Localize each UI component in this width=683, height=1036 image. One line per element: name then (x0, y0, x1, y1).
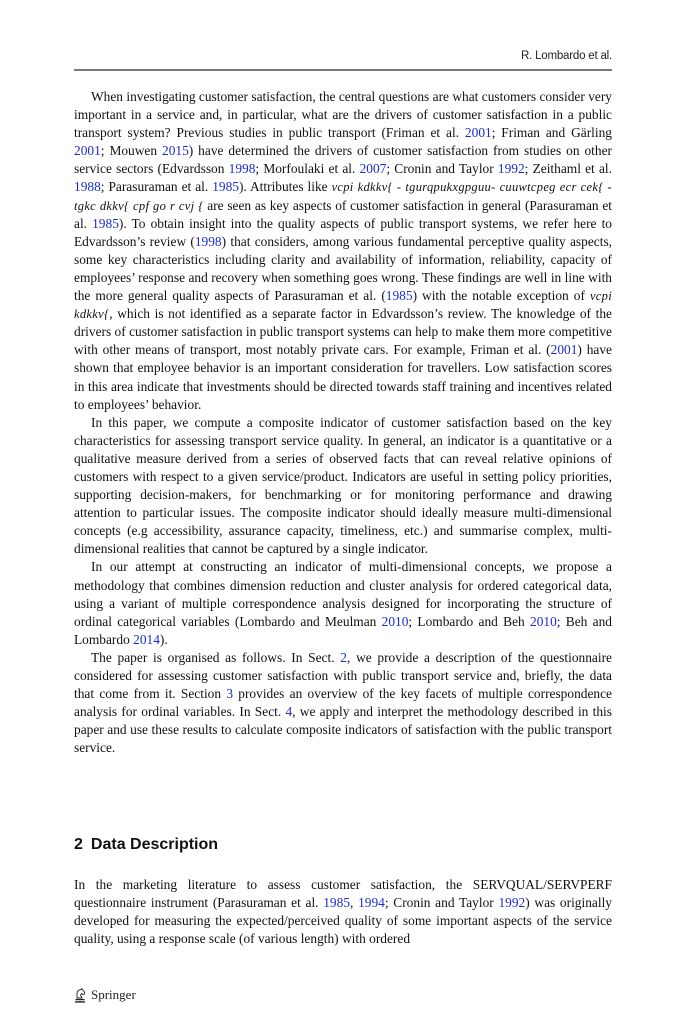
citation-link[interactable]: 1985 (385, 288, 413, 304)
citation-link[interactable]: 2001 (74, 143, 101, 159)
citation-link[interactable]: 1992 (498, 895, 526, 911)
text: ; Morfoulaki et al. (255, 161, 360, 177)
section-link[interactable]: 4 (285, 704, 293, 720)
text: ; Zeithaml et al. (524, 161, 612, 177)
garbled-italic-text: vcpi kdkkv{ - tgurqpukxgpguu- cuuwtcpeg ecr cek{ - tgkc dkkv{ cpf go r cvj { (74, 180, 613, 213)
publisher-footer (74, 987, 136, 1003)
citation-link[interactable]: 1988 (74, 179, 101, 195)
citation-link[interactable]: 1985 (323, 895, 351, 911)
running-head: R. Lombardo et al. (520, 50, 612, 62)
section-link[interactable]: 2 (340, 649, 347, 665)
text: ) have determined the drivers of customer satisfaction from studies on other service sectors (Edvardsson (74, 143, 612, 177)
springer-horse-icon (74, 988, 86, 1003)
text: In this paper, we compute a composite indicator of customer satisfaction based on the key characteristics for assessing transport service quality. In general, an indicator is a quantitative or a qualitative measure derived from a series of observed facts that can reveal relative opinions of customers with respect to a given service/product. Indicators are useful in setting policy priorities, supporting decision-makers, for benchmarking or for monitoring performance and drawing attention to particular issues. The composite indicator should ideally measure multi-dimensional concepts (e.g accessibility, assurance capacity, timeliness, etc.) and summarise complex, multi-dimensional realities that cannot be captured by a single indicator. (74, 414, 612, 557)
text: ). Attributes like (238, 179, 332, 195)
citation-link[interactable]: 2010 (381, 613, 409, 629)
section-title: Data Description (90, 836, 219, 853)
text: In our attempt at constructing an indicator of multi-dimensional concepts, we propose a methodology that combines dimension reduction and cluster analysis for ordered categorical data, using a variant of multiple correspondence analysis designed for incorporating the structure of ordinal categorical variables (Lombardo and Meulman (74, 559, 612, 629)
text: are seen as key aspects of customer satisfaction in general (Parasuraman et al. (74, 197, 612, 231)
citation-link[interactable]: 2014 (133, 631, 160, 647)
citation-link[interactable]: 1985 (212, 179, 239, 195)
section-body-text (74, 876, 612, 948)
text: ; Lombardo and Beh (408, 613, 530, 629)
text: ; Friman and Gärling (491, 125, 612, 141)
citation-link[interactable]: 1998 (228, 161, 256, 177)
text: provides an overview of the key facets of multiple correspondence analysis for ordinal variables. In Sect. (74, 686, 612, 720)
garbled-italic-text: vcpi kdkkv{ (74, 289, 612, 322)
section-number: 2 (74, 836, 83, 853)
citation-link[interactable]: 1992 (497, 161, 525, 177)
text: ) that considers, among various fundamental perceptive quality aspects, some key characteristics including clarity and availability of information, reliability, capacity of employees’ response and recovery when something goes wrong. These findings are well in line with the more general quality aspects of Parasuraman et al. ( (74, 233, 612, 304)
citation-link[interactable]: 1985 (92, 215, 119, 231)
text: , which is not identified as a separate factor in Edvardsson’s review. The knowledge of the drivers of customer satisfaction in public transport systems can help to make them more competitive with other means of transport, most notably private cars. For example, Friman et al. ( (74, 306, 612, 358)
text: ) was originally developed for measuring the expected/perceived quality of some important aspects of the service quality, using a response scale (of various length) with ordered (74, 895, 612, 947)
text: The paper is organised as follows. In Sect. (91, 649, 341, 665)
section-paragraph-1 (74, 876, 612, 948)
citation-link[interactable]: 2007 (359, 161, 387, 177)
text: ; Cronin and Taylor (384, 895, 499, 911)
text: ). To obtain insight into the quality aspects of public transport systems, we refer here to Edvardsson’s review ( (74, 215, 613, 249)
citation-link[interactable]: 2001 (550, 342, 578, 358)
text: When investigating customer satisfaction, the central questions are what customers consider very important in a service and, in particular, what are the drivers of customer satisfaction in a public transport system? Previous studies in public transport (Friman et al. (74, 89, 612, 141)
text: ; Mouwen (100, 143, 162, 159)
body-text (74, 88, 612, 757)
section-link[interactable]: 3 (226, 686, 234, 702)
section-heading (74, 836, 218, 854)
text: , (350, 895, 359, 911)
text: ) have shown that employee behavior is an important consideration for travellers. Low satisfaction scores in this area indicate that investments should be directed towards staff training and incentives related to employees’ behavior. (74, 342, 612, 412)
paragraph-2 (74, 414, 612, 559)
text: ). (159, 631, 168, 647)
paragraph-3 (74, 558, 612, 648)
citation-link[interactable]: 2001 (464, 125, 492, 141)
paragraph-1 (74, 88, 612, 414)
citation-link[interactable]: 1998 (194, 233, 222, 249)
text: , we apply and interpret the methodology described in this paper and use these results to calculate composite indicators of satisfaction with the public transport service. (74, 704, 612, 756)
header-rule (74, 69, 612, 71)
citation-link[interactable]: 1994 (358, 895, 385, 911)
publisher-name: Springer (91, 987, 136, 1002)
text: ; Cronin and Taylor (386, 161, 498, 177)
text: ; Beh and Lombardo (74, 613, 612, 647)
text: In the marketing literature to assess customer satisfaction, the SERVQUAL/SERVPERF questionnaire instrument (Parasuraman et al. (74, 877, 612, 911)
text: ; Parasuraman et al. (100, 179, 213, 195)
text: , we provide a description of the questionnaire considered for assessing customer satisfaction with public transport service and, briefly, the data that come from it. Section (74, 649, 612, 702)
text: ) with the notable exception of (412, 288, 590, 304)
paragraph-4 (74, 649, 612, 758)
citation-link[interactable]: 2010 (530, 613, 557, 629)
citation-link[interactable]: 2015 (162, 143, 189, 159)
